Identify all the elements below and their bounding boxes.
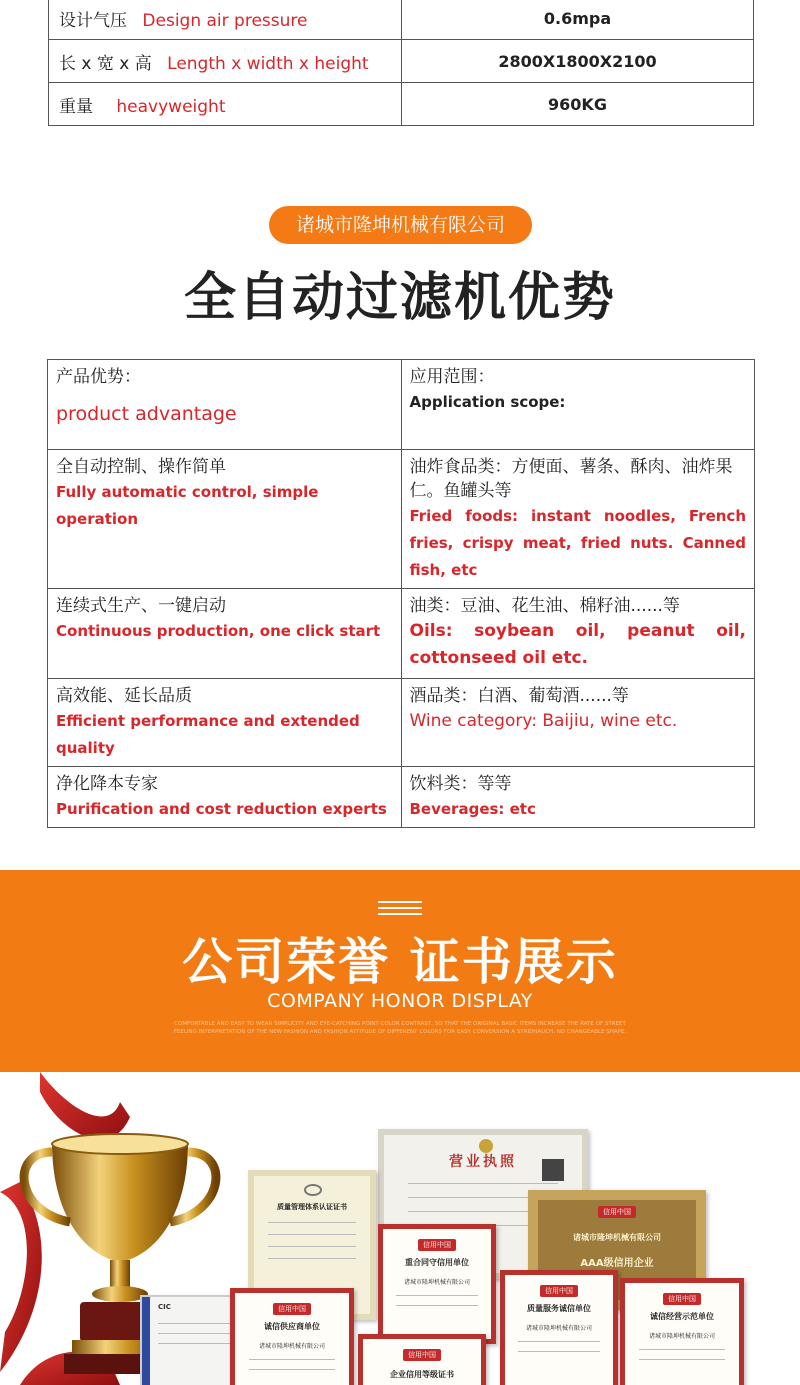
advantage-cell	[48, 589, 402, 679]
company-name-pill: 诸城市隆坤机械有限公司	[269, 206, 532, 244]
advantage-header-cn: 产品优势：	[56, 367, 141, 387]
credit-china-seal: 信用中国	[540, 1285, 578, 1297]
spec-row	[49, 0, 754, 40]
spec-label-cn: 重量	[59, 96, 93, 117]
integrity-model-certificate	[620, 1278, 744, 1385]
spec-table	[48, 0, 754, 126]
advantage-en: Purification and cost reduction experts	[56, 800, 387, 818]
spec-value: 2800X1800X2100	[402, 40, 754, 83]
spec-row	[49, 40, 754, 83]
credit-china-seal: 信用中国	[663, 1293, 701, 1305]
scope-cell	[401, 679, 755, 767]
advantage-cell	[48, 450, 402, 589]
table-header-row	[48, 360, 755, 450]
quality-service-title: 质量服务诚信单位	[527, 1304, 591, 1313]
cic-label: CIC	[158, 1303, 171, 1311]
scope-en: Wine category: Baijiu, wine etc.	[409, 711, 678, 731]
scope-cell	[401, 767, 755, 828]
scope-header-en: Application scope:	[409, 393, 566, 411]
credit-china-seal: 信用中国	[403, 1349, 441, 1361]
certificates-showcase	[0, 1072, 800, 1385]
spec-row	[49, 83, 754, 126]
aaa-plaque-company: 诸城市隆坤机械有限公司	[573, 1233, 661, 1242]
credit-grade-title: 企业信用等级证书	[390, 1370, 454, 1379]
advantage-header-cell	[48, 360, 402, 450]
table-row	[48, 679, 755, 767]
integrity-supplier-certificate	[230, 1288, 354, 1385]
quality-service-certificate	[500, 1270, 618, 1385]
advantage-cn: 高效能、延长品质	[56, 686, 192, 706]
scope-cell	[401, 450, 755, 589]
scope-en: Beverages: etc	[409, 800, 536, 818]
credit-grade-certificate	[358, 1334, 486, 1385]
qr-code-icon	[542, 1159, 564, 1181]
scope-cell	[401, 589, 755, 679]
advantage-table	[47, 359, 755, 828]
contract-credit-company: 诸城市隆坤机械有限公司	[403, 1279, 470, 1286]
blue-strip	[142, 1297, 150, 1385]
quality-cert-title: 质量管理体系认证证书	[277, 1203, 347, 1211]
advantage-cell	[48, 767, 402, 828]
integrity-model-title: 诚信经营示范单位	[650, 1312, 714, 1321]
integrity-model-company: 诸城市隆坤机械有限公司	[648, 1333, 715, 1340]
integrity-supplier-company: 诸城市隆坤机械有限公司	[258, 1343, 325, 1350]
scope-en: Fried foods: instant noodles, French fries, crispy meat, fried nuts. Canned fish, etc	[409, 507, 746, 579]
scope-header-cell	[401, 360, 755, 450]
scope-cn: 油类：豆油、花生油、棉籽油......等	[409, 596, 680, 616]
scope-cn: 油炸食品类：方便面、薯条、酥肉、油炸果仁。鱼罐头等	[409, 457, 733, 501]
spec-label-cell	[49, 40, 402, 83]
scope-cn: 酒品类：白酒、葡萄酒......等	[409, 686, 629, 706]
advantage-cell	[48, 679, 402, 767]
advantage-en: Efficient performance and extended quality	[56, 712, 360, 757]
scope-en: Oils: soybean oil, peanut oil, cottonseed oil etc.	[409, 621, 746, 668]
integrity-supplier-title: 诚信供应商单位	[264, 1322, 320, 1331]
table-row	[48, 450, 755, 589]
spec-label-cn: 设计气压	[59, 10, 127, 31]
quality-service-company: 诸城市隆坤机械有限公司	[525, 1325, 592, 1332]
spec-label-cn: 长 x 宽 x 高	[59, 53, 152, 74]
credit-china-seal: 信用中国	[598, 1206, 636, 1218]
spec-label-en: Length x width x height	[167, 53, 369, 74]
zrx-logo-icon	[304, 1184, 322, 1196]
advantage-title: 全自动过滤机优势	[183, 268, 616, 328]
contract-credit-certificate	[378, 1224, 496, 1344]
business-license-title: 营业执照	[449, 1154, 517, 1170]
table-row	[48, 767, 755, 828]
honor-banner	[0, 870, 800, 1072]
menu-lines-icon	[378, 901, 422, 919]
advantage-en: Fully automatic control, simple operation	[56, 483, 319, 528]
spec-label-cell	[49, 0, 402, 40]
spec-label-en: heavyweight	[116, 96, 226, 117]
honor-title: 公司荣誉 证书展示	[182, 933, 618, 991]
scope-cn: 饮料类：等等	[409, 774, 512, 794]
spec-label-en: Design air pressure	[142, 10, 308, 31]
credit-china-seal: 信用中国	[273, 1303, 311, 1315]
spec-label-cell	[49, 83, 402, 126]
spec-value: 0.6mpa	[402, 0, 754, 40]
advantage-header-en: product advantage	[56, 403, 237, 425]
honor-small-text: COMFORTABLE AND EASY TO WEAR SIMPLICITY AND EYE-CATCHING POINT COLOR CONTRAST, SO THAT THE ORIGINAL BASIC ITEMS INCREASE THE RATE OF STREET FEELING INTERPRETATION OF THE NEW FASHION AND FASHION ATTITUDE OF DIFFERENT COLORS FOR EASY CONVERSION A STRIDHAUCH, NO CHANGEABLE SHAPE.	[173, 1021, 627, 1035]
aaa-plaque-title: AAA级信用企业	[580, 1258, 654, 1269]
advantage-cn: 全自动控制、操作简单	[56, 457, 226, 477]
contract-credit-title: 重合同守信用单位	[405, 1258, 469, 1267]
table-row	[48, 589, 755, 679]
advantage-cn: 净化降本专家	[56, 774, 158, 794]
advantage-en: Continuous production, one click start	[56, 622, 381, 640]
honor-subtitle: COMPANY HONOR DISPLAY	[267, 990, 533, 1012]
credit-china-seal: 信用中国	[418, 1239, 456, 1251]
spec-value: 960KG	[402, 83, 754, 126]
advantage-cn: 连续式生产、一键启动	[56, 596, 226, 616]
scope-header-cn: 应用范围：	[409, 367, 495, 387]
